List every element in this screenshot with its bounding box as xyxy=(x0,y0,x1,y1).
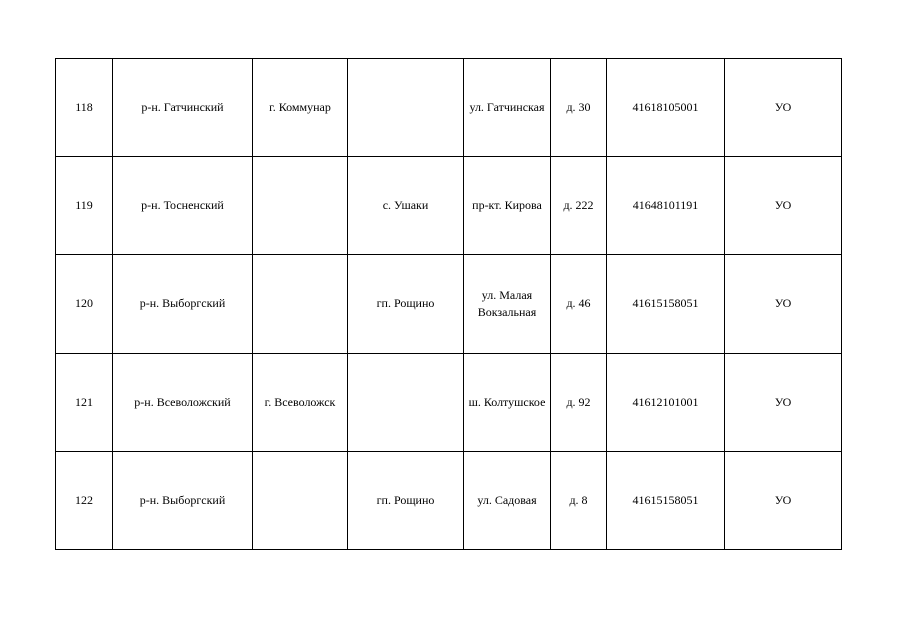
table-row xyxy=(56,59,842,157)
district-cell: р-н. Гатчинский xyxy=(113,59,253,157)
row-number-cell: 118 xyxy=(56,59,113,157)
type-cell: УО xyxy=(725,157,842,255)
code-cell: 41612101001 xyxy=(607,353,725,451)
table-row xyxy=(56,255,842,353)
city-cell xyxy=(253,255,348,353)
code-cell: 41618105001 xyxy=(607,59,725,157)
table-body xyxy=(56,59,842,550)
street-cell: ул. Садовая xyxy=(464,451,551,549)
street-cell: ш. Колтушское xyxy=(464,353,551,451)
type-cell: УО xyxy=(725,255,842,353)
district-cell: р-н. Всеволожский xyxy=(113,353,253,451)
row-number-cell: 122 xyxy=(56,451,113,549)
code-cell: 41615158051 xyxy=(607,255,725,353)
type-cell: УО xyxy=(725,353,842,451)
district-cell: р-н. Тосненский xyxy=(113,157,253,255)
street-cell: ул. Малая Вокзальная xyxy=(464,255,551,353)
code-cell: 41615158051 xyxy=(607,451,725,549)
row-number-cell: 120 xyxy=(56,255,113,353)
row-number-cell: 121 xyxy=(56,353,113,451)
settlement-cell: гп. Рощино xyxy=(348,255,464,353)
table-row xyxy=(56,157,842,255)
table-row xyxy=(56,353,842,451)
house-cell: д. 92 xyxy=(551,353,607,451)
street-cell: пр-кт. Кирова xyxy=(464,157,551,255)
type-cell: УО xyxy=(725,451,842,549)
code-cell: 41648101191 xyxy=(607,157,725,255)
settlement-cell: гп. Рощино xyxy=(348,451,464,549)
city-cell: г. Коммунар xyxy=(253,59,348,157)
row-number-cell: 119 xyxy=(56,157,113,255)
type-cell: УО xyxy=(725,59,842,157)
street-cell: ул. Гатчинская xyxy=(464,59,551,157)
city-cell: г. Всеволожск xyxy=(253,353,348,451)
house-cell: д. 8 xyxy=(551,451,607,549)
district-cell: р-н. Выборгский xyxy=(113,451,253,549)
settlement-cell xyxy=(348,353,464,451)
settlement-cell xyxy=(348,59,464,157)
house-cell: д. 222 xyxy=(551,157,607,255)
city-cell xyxy=(253,451,348,549)
city-cell xyxy=(253,157,348,255)
district-cell: р-н. Выборгский xyxy=(113,255,253,353)
house-cell: д. 30 xyxy=(551,59,607,157)
settlement-cell: с. Ушаки xyxy=(348,157,464,255)
address-register-table xyxy=(55,58,842,550)
table-row xyxy=(56,451,842,549)
house-cell: д. 46 xyxy=(551,255,607,353)
